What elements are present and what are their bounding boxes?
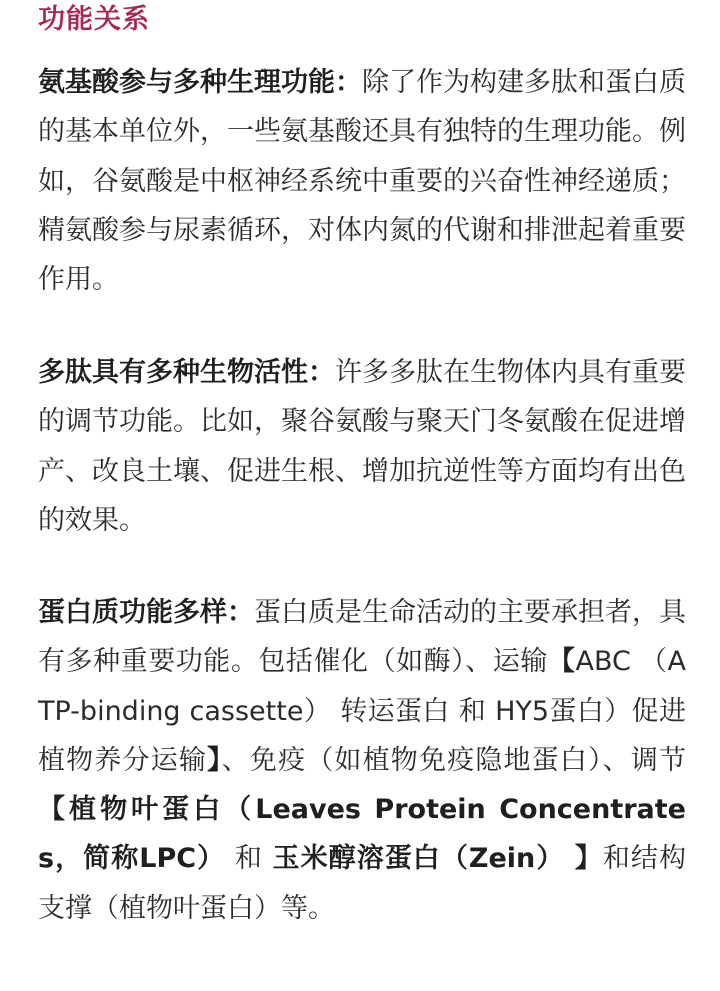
paragraph-amino-acids bbox=[38, 58, 686, 304]
emphasis-lpc: 【植物叶蛋白（Leaves Protein Concentrates，简称LPC） bbox=[38, 794, 686, 875]
paragraph-text-and: 和 bbox=[225, 843, 273, 875]
paragraph-lead: 多肽具有多种生物活性： bbox=[38, 357, 335, 388]
emphasis-zein: 玉米醇溶蛋白（Zein） 】 bbox=[272, 843, 603, 875]
paragraph-text-transport: ABC （ATP-binding cassette） 转运蛋白 和 HY5蛋白）促进植物养分运输 bbox=[38, 646, 687, 776]
section-title: 功能关系 bbox=[38, 4, 150, 35]
paragraph-text-structure: 和结构支撑（植物叶蛋白）等。 bbox=[38, 843, 686, 924]
paragraph-text: 许多多肽在生物体内具有重要的调节功能。比如，聚谷氨酸与聚天门冬氨酸在促进增产、改良土壤、促进生根、增加抗逆性等方面均有出色的效果。 bbox=[38, 357, 686, 536]
paragraph-lead: 氨基酸参与多种生理功能： bbox=[38, 67, 362, 98]
paragraph-text: 蛋白质是生命活动的主要承担者，具有多种重要功能。包括催化（如酶）、运输 bbox=[38, 597, 686, 678]
bracket-close: 】 bbox=[207, 744, 222, 776]
paragraph-lead: 蛋白质功能多样： bbox=[38, 597, 254, 628]
paragraph-text-immunity: 、免疫（如植物免疫隐地蛋白）、调节 bbox=[221, 744, 687, 776]
paragraph-peptides bbox=[38, 348, 686, 545]
paragraph-proteins bbox=[38, 588, 686, 933]
bracket-open: 【 bbox=[547, 646, 576, 678]
paragraph-text: 除了作为构建多肽和蛋白质的基本单位外，一些氨基酸还具有独特的生理功能。例如，谷氨酸是中枢神经系统中重要的兴奋性神经递质；精氨酸参与尿素循环，对体内氮的代谢和排泄起着重要作用。 bbox=[38, 67, 686, 296]
